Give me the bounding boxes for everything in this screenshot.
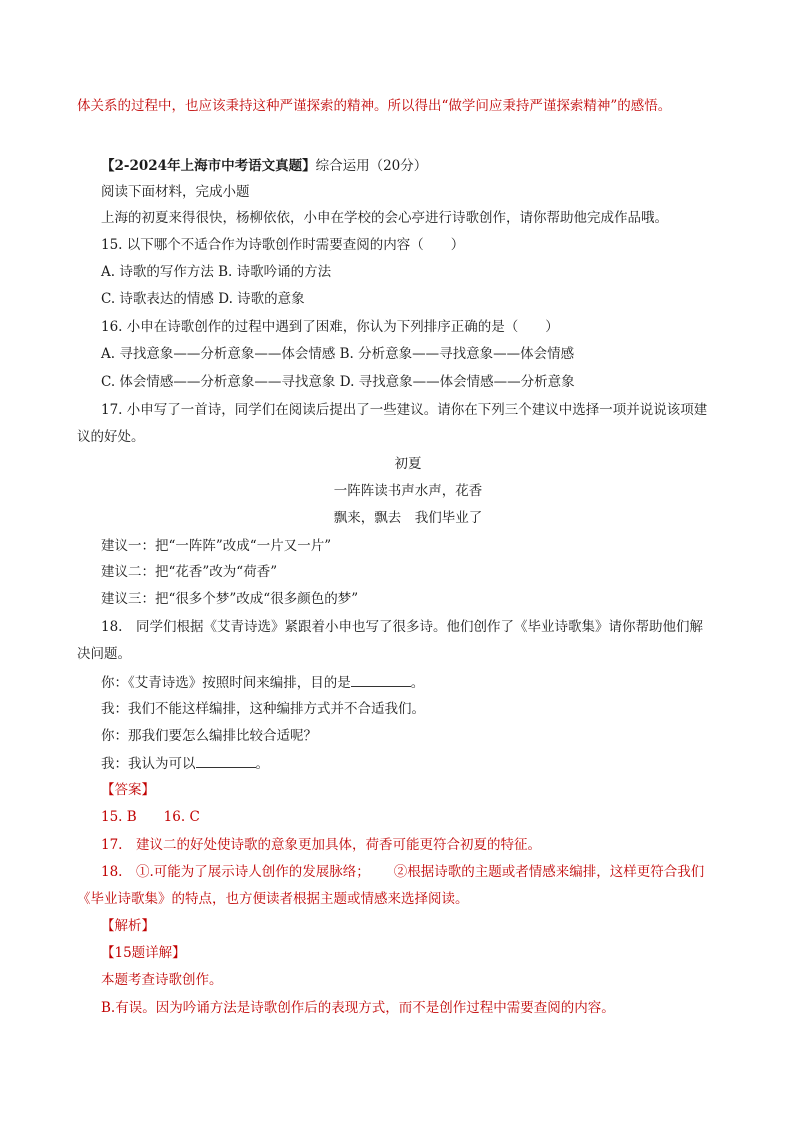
- carry-over-text: 体关系的过程中，也应该秉持这种严谨探索的精神。所以得出“做学问应秉持严谨探索精神”的感悟。: [77, 98, 672, 114]
- dialog-line-2: 我：我们不能这样编排，这种编排方式并不合适我们。: [101, 701, 425, 717]
- suggestion-1: 建议一：把“一阵阵”改成“一片又一片”: [101, 538, 332, 554]
- q16-options-1: A. 寻找意象——分析意象——体会情感 B. 分析意象——寻找意象——体会情感: [101, 346, 575, 362]
- dialog-1-end: 。: [410, 675, 425, 691]
- q15-options-2: C. 诗歌表达的情感 D. 诗歌的意象: [101, 291, 305, 307]
- dialog-line-4: [101, 754, 269, 773]
- answer-18-line-1: [101, 863, 704, 881]
- scenario: 上海的初夏来得很快，杨柳依依，小申在学校的会心亭进行诗歌创作，请你帮助他完成作品哦。: [101, 210, 668, 226]
- analysis-sub-label: 【15题详解】: [101, 945, 186, 961]
- answer-18-part-2: ②根据诗歌的主题或者情感来编排，这样更符合我们: [393, 864, 705, 880]
- question-header: [101, 157, 427, 175]
- answer-15-16: 15. B 16. C: [101, 809, 200, 825]
- answer-blank-1: [351, 673, 411, 687]
- answer-18-part-1: 18. ①.可能为了展示诗人创作的发展脉络；: [101, 864, 370, 880]
- dialog-4-text: 我：我认为可以: [101, 756, 196, 772]
- q18-stem-2: 决问题。: [77, 646, 131, 662]
- analysis-label: 【解析】: [101, 918, 155, 934]
- answer-18-line-2: 《毕业诗歌集》的特点，也方便读者根据主题或情感来选择阅读。: [77, 891, 469, 907]
- answer-17: 17. 建议二的好处使诗歌的意象更加具体，荷香可能更符合初夏的特征。: [101, 837, 541, 853]
- poem-title: 初夏: [394, 456, 422, 472]
- dialog-1-text: 你：《艾青诗选》按照时间来编排，目的是: [101, 675, 351, 691]
- dialog-line-1: [101, 673, 424, 692]
- instruction: 阅读下面材料，完成小题: [101, 184, 250, 200]
- analysis-line-2: B.有误。因为吟诵方法是诗歌创作后的表现方式，而不是创作过程中需要查阅的内容。: [101, 1000, 615, 1016]
- poem-line-2: 飘来，飘去 我们毕业了: [333, 510, 483, 526]
- source-bracket: 【2-2024年上海市中考语文真题】: [101, 158, 316, 174]
- q16-options-2: C. 体会情感——分析意象——寻找意象 D. 寻找意象——体会情感——分析意象: [101, 374, 575, 390]
- dialog-line-3: 你：那我们要怎么编排比较合适呢？: [101, 728, 317, 744]
- q18-stem-1: 18. 同学们根据《艾青诗选》紧跟着小申也写了很多诗。他们创作了《毕业诗歌集》请你帮助他们解: [101, 619, 703, 635]
- analysis-line-1: 本题考查诗歌创作。: [101, 972, 223, 988]
- suggestion-2: 建议二：把“花香”改为“荷香”: [101, 564, 278, 580]
- answer-blank-2: [196, 754, 256, 768]
- q17-stem-1: 17. 小申写了一首诗，同学们在阅读后提出了一些建议。请你在下列三个建议中选择一项并说说该项建: [101, 402, 708, 418]
- q16-stem: 16. 小申在诗歌创作的过程中遇到了困难，你认为下列排序正确的是（ ）: [101, 319, 559, 335]
- section-title: 综合运用（20分）: [315, 158, 428, 174]
- poem-line-1: 一阵阵读书声水声，花香: [333, 483, 483, 499]
- answer-label: 【答案】: [101, 782, 155, 798]
- q15-stem: 15. 以下哪个不适合作为诗歌创作时需要查阅的内容（ ）: [101, 237, 465, 253]
- q17-stem-2: 议的好处。: [77, 429, 145, 445]
- q15-options-1: A. 诗歌的写作方法 B. 诗歌吟诵的方法: [101, 264, 332, 280]
- dialog-4-end: 。: [255, 756, 269, 772]
- suggestion-3: 建议三：把“很多个梦”改成“很多颜色的梦”: [101, 591, 359, 607]
